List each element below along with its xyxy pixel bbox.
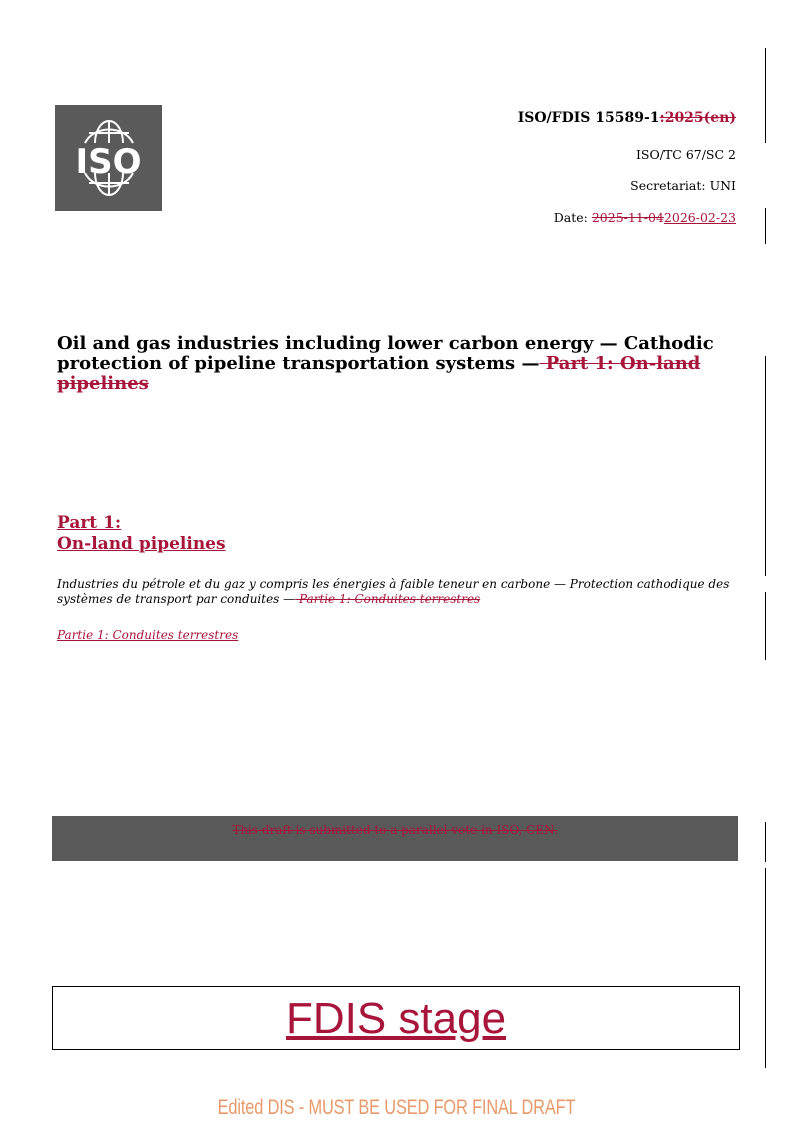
vote-notice: This draft is submitted to a parallel vote in ISO, CEN. — [232, 823, 558, 837]
deleted-text: Partie 1: Conduites terrestres — [295, 592, 481, 606]
change-bar — [765, 822, 766, 862]
inserted-part-french: Partie 1: Conduites terrestres — [57, 628, 239, 642]
part-number: Part 1: — [57, 513, 122, 533]
part-title: On-land pipelines — [57, 534, 226, 554]
iso-logo — [55, 105, 162, 211]
stage-box — [52, 986, 740, 1050]
document-number: ISO/FDIS 15589-1:2025(en) — [517, 110, 736, 126]
watermark: Edited DIS - MUST BE USED FOR FINAL DRAFT — [217, 1096, 576, 1119]
change-bar — [765, 208, 766, 244]
inserted-date: 2026-02-23 — [663, 210, 736, 225]
secretariat: Secretariat: UNI — [630, 178, 736, 193]
vote-notice-bar — [52, 816, 738, 861]
part-heading — [57, 513, 226, 555]
deleted-text: :2025(en) — [659, 110, 736, 126]
deleted-text: Part 1: On-land pipelines — [57, 353, 701, 394]
change-bar — [765, 356, 766, 576]
stage-label: FDIS stage — [285, 994, 507, 1043]
iso-logo-text: ISO — [75, 142, 142, 182]
change-bar — [765, 592, 766, 660]
change-bar — [765, 868, 766, 1068]
title-english: Oil and gas industries including lower carbon energy — Cathodic protection of pipeline transportation systems — Part 1: On-land pipelines — [57, 333, 714, 394]
title-french: Industries du pétrole et du gaz y compris les énergies à faible teneur en carbone — Protection cathodique des systèmes de transport par conduites — Partie 1: Conduites terrestres — [57, 577, 730, 606]
committee: ISO/TC 67/SC 2 — [635, 147, 736, 162]
deleted-date: 2025-11-04 — [591, 210, 664, 225]
change-bar — [765, 48, 766, 143]
iso-logo-icon — [55, 105, 162, 211]
document-date: Date: 2025-11-042026-02-23 — [553, 210, 736, 225]
